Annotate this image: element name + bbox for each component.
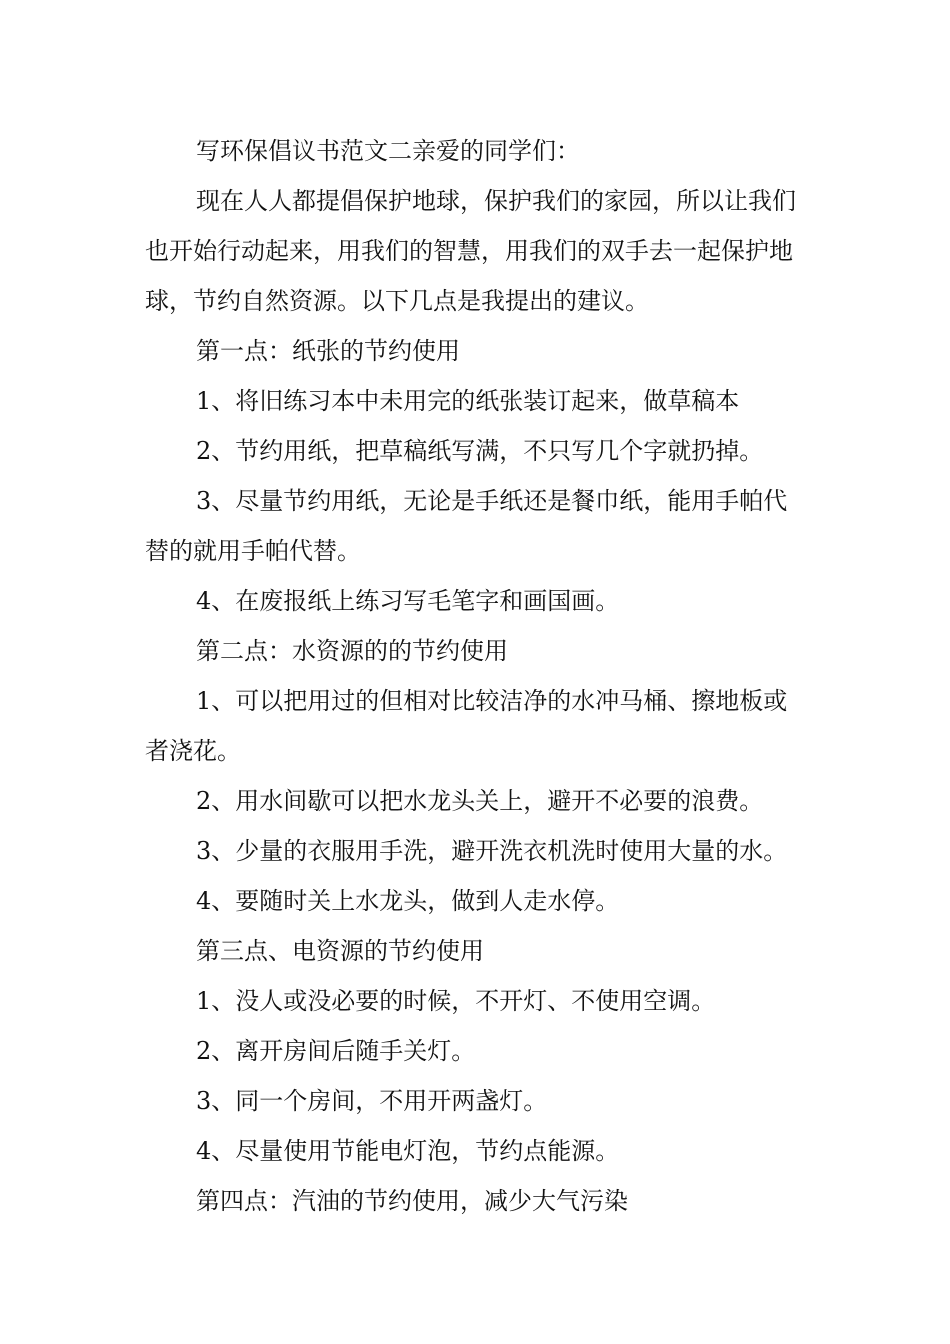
list-item: 1、没人或没必要的时候，不开灯、不使用空调。 bbox=[196, 987, 716, 1015]
list-item: 2、用水间歇可以把水龙头关上，避开不必要的浪费。 bbox=[196, 787, 764, 815]
greeting-line: 写环保倡议书范文二亲爱的同学们： bbox=[196, 137, 580, 165]
section-heading-water: 第二点：水资源的的节约使用 bbox=[196, 637, 508, 665]
list-item: 1、可以把用过的但相对比较洁净的水冲马桶、擦地板或者浇花。 bbox=[145, 687, 788, 765]
list-item: 3、同一个房间，不用开两盏灯。 bbox=[196, 1087, 548, 1115]
section-heading-paper: 第一点：纸张的节约使用 bbox=[196, 337, 460, 365]
list-item: 4、尽量使用节能电灯泡，节约点能源。 bbox=[196, 1137, 620, 1165]
list-item: 3、尽量节约用纸，无论是手纸还是餐巾纸，能用手帕代替的就用手帕代替。 bbox=[145, 487, 788, 565]
list-item: 4、要随时关上水龙头，做到人走水停。 bbox=[196, 887, 620, 915]
list-item: 1、将旧练习本中未用完的纸张装订起来，做草稿本 bbox=[196, 387, 740, 415]
intro-paragraph: 现在人人都提倡保护地球，保护我们的家园，所以让我们也开始行动起来，用我们的智慧，用我们的双手去一起保护地球，节约自然资源。以下几点是我提出的建议。 bbox=[145, 187, 796, 315]
document-body bbox=[145, 126, 810, 1226]
list-item: 4、在废报纸上练习写毛笔字和画国画。 bbox=[196, 587, 620, 615]
section-heading-electricity: 第三点、电资源的节约使用 bbox=[196, 937, 484, 965]
list-item: 2、离开房间后随手关灯。 bbox=[196, 1037, 476, 1065]
list-item: 2、节约用纸，把草稿纸写满，不只写几个字就扔掉。 bbox=[196, 437, 764, 465]
list-item: 3、少量的衣服用手洗，避开洗衣机洗时使用大量的水。 bbox=[196, 837, 788, 865]
section-heading-gasoline: 第四点：汽油的节约使用，减少大气污染 bbox=[196, 1187, 628, 1215]
